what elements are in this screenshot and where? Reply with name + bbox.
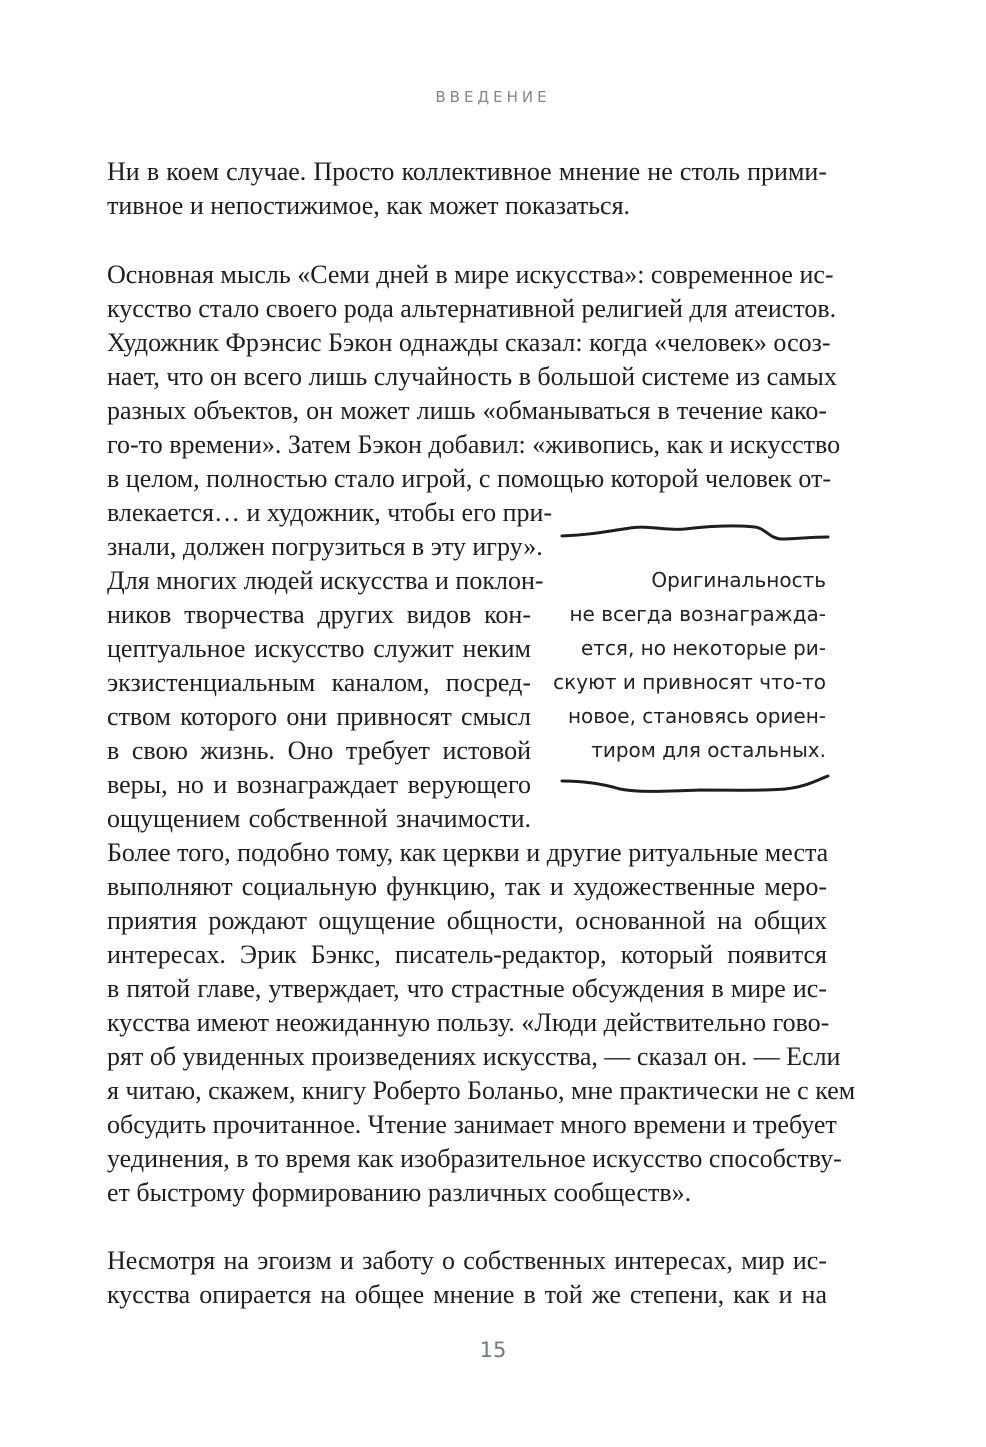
running-header: ВВЕДЕНИЕ	[435, 88, 551, 106]
text-line: ством которого они привносят смысл	[107, 702, 531, 731]
text-line: в пятой главе, утверждает, что страстные обсуждения в мире ис-	[107, 974, 827, 1003]
pull-quote-line: тиром для остальных.	[591, 738, 826, 762]
pull-quote-line: ется, но некоторые ри-	[580, 636, 826, 660]
text-line: я читаю, скажем, книгу Роберто Боланьо, мне практически не с кем	[107, 1076, 856, 1105]
text-line: разных объектов, он может лишь «обманываться в течение како-	[107, 396, 827, 425]
text-line: Более того, подобно тому, как церкви и другие ритуальные места	[107, 838, 829, 867]
text-line: Несмотря на эгоизм и заботу о собственных интересах, мир ис-	[107, 1246, 827, 1275]
text-line: интересах. Эрик Бэнкс, писатель-редактор, который появится	[107, 940, 827, 969]
text-line: выполняют социальную функцию, так и художественные меро-	[107, 872, 827, 901]
text-line: кусства имеют неожиданную пользу. «Люди действительно гово-	[107, 1008, 830, 1037]
text-line: в целом, полностью стало игрой, с помощью которой человек от-	[107, 464, 832, 493]
text-line: Ни в коем случае. Просто коллективное мнение не столь прими-	[107, 157, 827, 186]
text-line: экзистенциальным каналом, посред-	[107, 668, 531, 697]
text-line: го-то времени». Затем Бэкон добавил: «живопись, как и искусство	[107, 430, 841, 459]
text-line: ет быстрому формированию различных сообществ».	[107, 1178, 692, 1207]
page-number: 15	[479, 1338, 507, 1362]
wavy-rule-bottom-icon	[560, 771, 830, 801]
text-line: цептуальное искусство служит неким	[107, 634, 531, 663]
text-line: уединения, в то время как изобразительное искусство способству-	[107, 1144, 842, 1173]
pull-quote	[553, 517, 830, 802]
text-line: Для многих людей искусства и поклон-	[107, 566, 544, 595]
pull-quote-line: Оригинальность	[651, 568, 826, 592]
pull-quote-line: не всегда вознагражда-	[569, 602, 826, 626]
text-line: рят об увиденных произведениях искусства, — сказал он. — Если	[107, 1042, 841, 1071]
text-line: Художник Фрэнсис Бэкон однажды сказал: когда «человек» осоз-	[107, 328, 831, 357]
text-line: влекается… и художник, чтобы его при-	[107, 498, 553, 527]
text-line: ощущением собственной значимости.	[107, 804, 531, 833]
text-line: тивное и непостижимое, как может показаться.	[107, 191, 631, 220]
text-line: обсудить прочитанное. Чтение занимает много времени и требует	[107, 1110, 837, 1139]
text-line: знали, должен погрузиться в эту игру».	[107, 532, 543, 561]
text-line: приятия рождают ощущение общности, основанной на общих	[107, 906, 827, 935]
text-line: в свою жизнь. Оно требует истовой	[107, 736, 531, 765]
wavy-rule-top-icon	[560, 517, 830, 547]
text-line: ников творчества других видов кон-	[107, 600, 531, 629]
text-line: Основная мысль «Семи дней в мире искусства»: современное ис-	[107, 260, 834, 289]
pull-quote-line: скуют и привносят что-то	[553, 670, 826, 694]
text-line: кусство стало своего рода альтернативной религией для атеистов.	[107, 294, 837, 323]
text-line: веры, но и вознаграждает верующего	[107, 770, 531, 799]
text-line: кусства опирается на общее мнение в той же степени, как и на	[107, 1280, 827, 1309]
text-line: нает, что он всего лишь случайность в большой системе из самых	[107, 362, 837, 391]
pull-quote-line: новое, становясь ориен-	[567, 704, 826, 728]
